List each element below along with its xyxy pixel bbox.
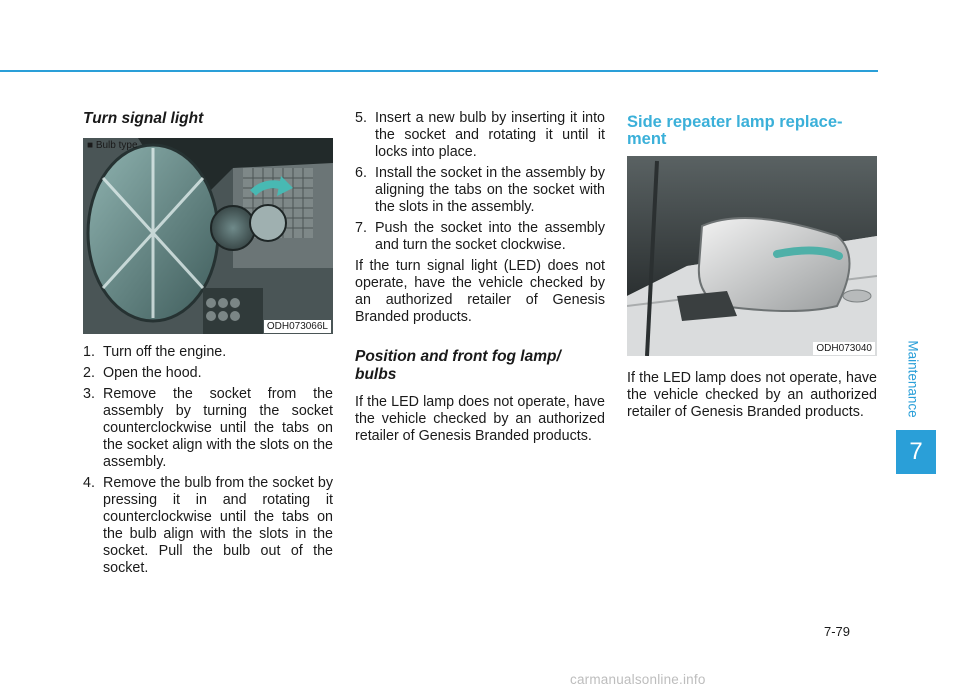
figure-caption: ■ Bulb type — [87, 140, 138, 151]
list-item: 3. Remove the socket from the assembly by turning the socket counterclockwise until the tabs on the socket align with the slots on the assembly. — [83, 386, 333, 470]
figure-bulb-type — [83, 138, 333, 334]
list-item: 1. Turn off the engine. — [83, 344, 227, 360]
side-repeater-paragraph: If the LED lamp does not operate, have the vehicle checked by an authorized retailer of Genesis Branded products. — [627, 370, 877, 420]
figure-side-mirror — [627, 156, 877, 356]
figure-code: ODH073040 — [813, 342, 875, 355]
column-2 — [355, 110, 605, 451]
list-item: 2. Open the hood. — [83, 365, 202, 381]
steps-list-1 — [83, 344, 333, 577]
headlamp-illustration — [83, 138, 333, 334]
list-item: 4. Remove the bulb from the socket by pressing it in and rotating it counterclockwise until the tabs on the bulb align with the slots in the socket. Pull the bulb out of the socket. — [83, 475, 333, 576]
side-mirror-illustration — [627, 156, 877, 356]
turn-signal-note: If the turn signal light (LED) does not operate, have the vehicle checked by an authorized retailer of Genesis Branded products. — [355, 258, 605, 325]
header-rule — [0, 70, 878, 72]
page-number: 7-79 — [824, 624, 851, 639]
chapter-tab: 7 — [896, 430, 936, 474]
watermark: carmanualsonline.info — [570, 672, 706, 687]
heading-turn-signal: Turn signal light — [83, 110, 204, 127]
list-item: 5. Insert a new bulb by inserting it into the socket and rotating it until it locks into place. — [355, 110, 605, 160]
column-3 — [627, 110, 877, 427]
list-item: 7. Push the socket into the assembly and turn the socket clockwise. — [355, 220, 605, 253]
column-1 — [83, 110, 333, 581]
section-label: Maintenance — [905, 340, 921, 418]
figure-code: ODH073066L — [264, 320, 331, 333]
heading-position-fog-lamp: Position and front fog lamp/ bulbs — [355, 348, 561, 383]
heading-side-repeater: Side repeater lamp replace- ment — [627, 113, 843, 148]
fog-lamp-paragraph: If the LED lamp does not operate, have the vehicle checked by an authorized retailer of Genesis Branded products. — [355, 394, 605, 444]
list-item: 6. Install the socket in the assembly by aligning the tabs on the socket with the slots in the assembly. — [355, 165, 605, 215]
steps-list-2 — [355, 110, 605, 254]
